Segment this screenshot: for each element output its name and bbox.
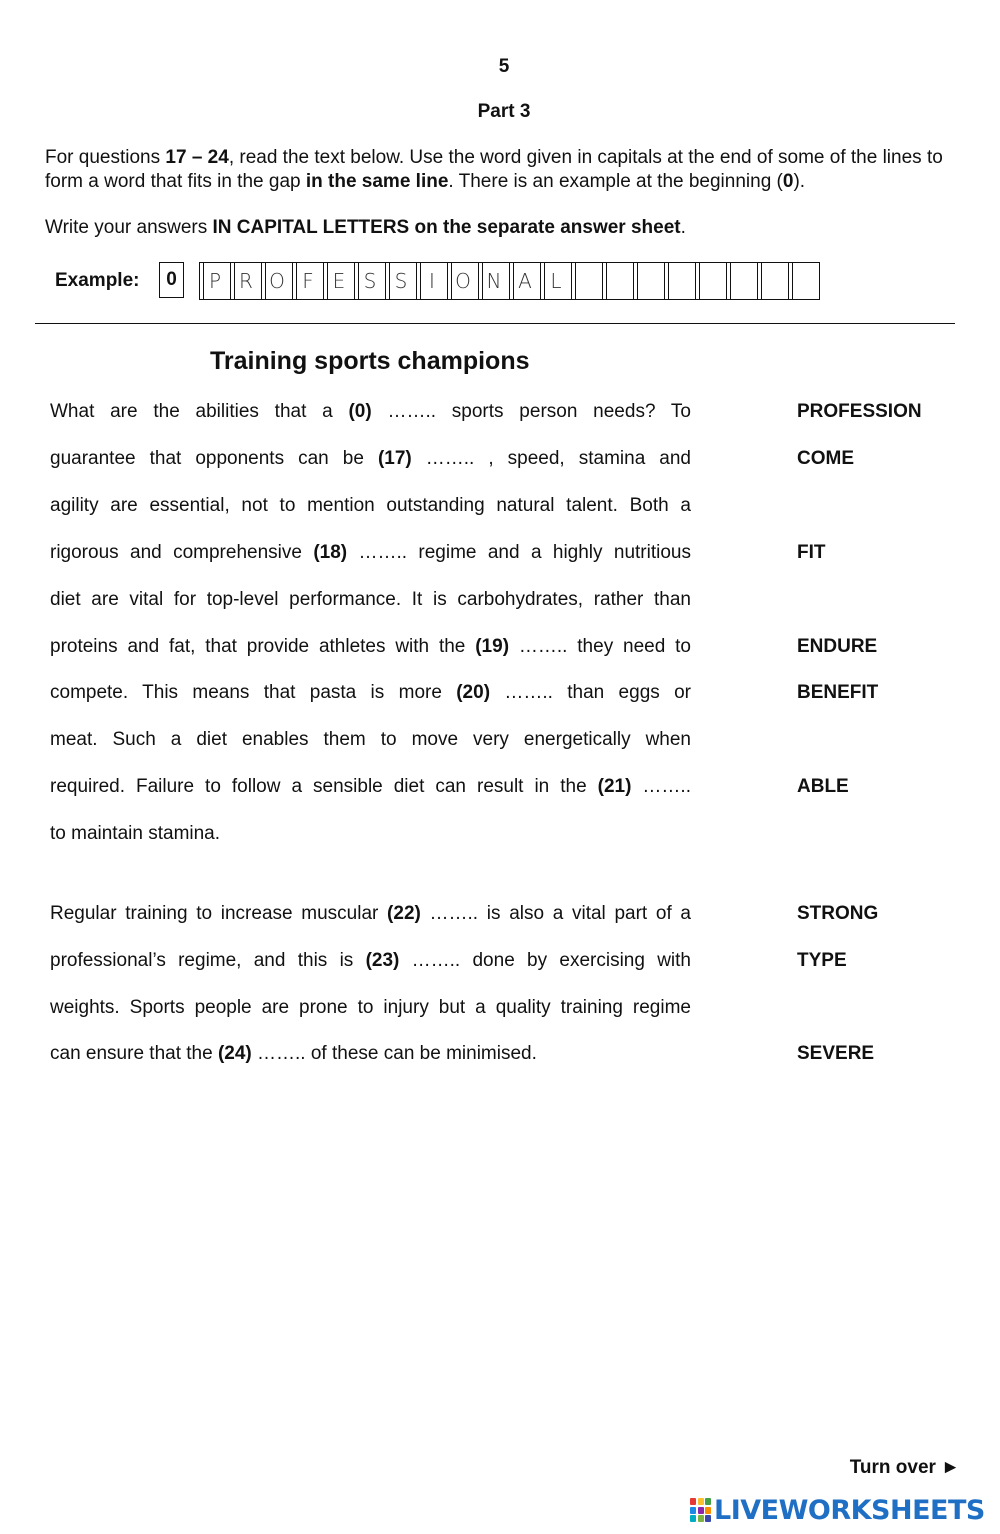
example-letter-box: F xyxy=(293,262,324,300)
example-letter-box xyxy=(696,262,727,300)
logo-tile xyxy=(705,1498,711,1505)
gap-number: (24) xyxy=(217,1043,252,1064)
logo-tile xyxy=(698,1498,704,1505)
divider xyxy=(35,323,955,324)
gap-number: (20) xyxy=(456,682,491,703)
gap-number: (17) xyxy=(377,448,412,469)
text-line xyxy=(50,495,691,517)
text-line-content: …….. is also a vital part of a xyxy=(420,903,691,924)
example-letter-box: A xyxy=(510,262,541,300)
example-label: Example: xyxy=(55,270,140,291)
text-line-content: diet are vital for top-level performance. It is carbohydrates, rather than xyxy=(50,589,691,610)
text-line-content: …….. regime and a highly nutritious xyxy=(347,542,691,563)
keyword: STRONG xyxy=(797,903,879,924)
text-line xyxy=(50,1043,691,1065)
text-line-content: proteins and fat, that provide athletes with the xyxy=(50,636,476,657)
part-title: Part 3 xyxy=(477,101,531,122)
gap-number: (23) xyxy=(365,950,400,971)
logo-tile xyxy=(690,1498,696,1505)
example-letter-box: P xyxy=(200,262,231,300)
example-letter-box: L xyxy=(541,262,572,300)
example-number-box: 0 xyxy=(159,262,184,298)
text-line xyxy=(50,542,691,564)
text-line xyxy=(50,401,691,423)
example-letter-box xyxy=(572,262,603,300)
example-letter-box: N xyxy=(479,262,510,300)
liveworksheets-logo xyxy=(690,1493,985,1527)
example-letter-box: O xyxy=(448,262,479,300)
text-line-content: can ensure that the xyxy=(50,1043,218,1064)
text-line-content: …….. they need to xyxy=(509,636,692,657)
text-line xyxy=(50,776,691,798)
logo-tile xyxy=(698,1515,704,1522)
text-line xyxy=(50,823,691,845)
example-letter-box: E xyxy=(324,262,355,300)
keyword: PROFESSION xyxy=(797,401,922,422)
text-line xyxy=(50,636,691,658)
example-letter-box: I xyxy=(417,262,448,300)
example-letter-box xyxy=(789,262,820,300)
text-line-content: guarantee that opponents can be xyxy=(50,448,378,469)
text-line-content: …….. , speed, stamina and xyxy=(411,448,691,469)
keyword: COME xyxy=(797,448,854,469)
gap-number: (19) xyxy=(475,636,510,657)
instructions-paragraph: For questions 17 – 24, read the text below. Use the word given in capitals at the end of some of the lines to form a word that fits in the gap in the same line. There is an example at the beginning (0). xyxy=(45,147,943,192)
logo-tile xyxy=(705,1515,711,1522)
example-letter-box xyxy=(665,262,696,300)
keyword: ABLE xyxy=(797,776,849,797)
text-line xyxy=(50,950,691,972)
text-line-content: …….. sports person needs? To xyxy=(371,401,691,422)
text-line-content: …….. than eggs or xyxy=(490,682,691,703)
gap-number: (0) xyxy=(348,401,372,422)
liveworksheets-logo-icon xyxy=(690,1498,711,1522)
gap-number: (22) xyxy=(387,903,421,924)
keyword: TYPE xyxy=(797,950,847,971)
keyword: SEVERE xyxy=(797,1043,875,1064)
text-title: Training sports champions xyxy=(210,347,530,375)
text-line-content: required. Failure to follow a sensible diet can result in the xyxy=(50,776,598,797)
answer-instructions: Write your answers IN CAPITAL LETTERS on the separate answer sheet. xyxy=(45,217,686,238)
text-line-content: compete. This means that pasta is more xyxy=(50,682,457,703)
text-line-content: …….. xyxy=(631,776,691,797)
example-letter-box xyxy=(603,262,634,300)
example-letter-box: R xyxy=(231,262,262,300)
example-letter-box: S xyxy=(386,262,417,300)
gap-number: (21) xyxy=(597,776,632,797)
text-line-content: What are the abilities that a xyxy=(50,401,349,422)
keyword: ENDURE xyxy=(797,636,878,657)
turn-over-label: Turn over ► xyxy=(849,1457,960,1478)
text-line-content: rigorous and comprehensive xyxy=(50,542,314,563)
text-line-content: …….. of these can be minimised. xyxy=(251,1043,537,1064)
keyword: BENEFIT xyxy=(797,682,879,703)
keyword: FIT xyxy=(797,542,826,563)
text-line xyxy=(50,903,691,925)
text-line xyxy=(50,729,691,751)
text-line-content: …….. done by exercising with xyxy=(399,950,691,971)
example-letter-box xyxy=(758,262,789,300)
text-line-content: professional’s regime, and this is xyxy=(50,950,366,971)
gap-number: (18) xyxy=(313,542,348,563)
text-line xyxy=(50,589,691,611)
page-number: 5 xyxy=(498,56,510,77)
text-line-content: agility are essential, not to mention outstanding natural talent. Both a xyxy=(50,495,691,516)
text-line-content: meat. Such a diet enables them to move very energetically when xyxy=(50,729,691,750)
logo-text: LIVEWORKSHEETS xyxy=(714,1494,985,1526)
text-line xyxy=(50,448,691,470)
text-line xyxy=(50,682,691,704)
text-line xyxy=(50,997,691,1019)
text-line-content: Regular training to increase muscular xyxy=(50,903,388,924)
logo-tile xyxy=(690,1515,696,1522)
text-line-content: to maintain stamina. xyxy=(50,823,221,844)
text-line-content: weights. Sports people are prone to injury but a quality training regime xyxy=(50,997,691,1018)
example-letter-box: O xyxy=(262,262,293,300)
example-answer-boxes xyxy=(199,262,820,300)
example-letter-box xyxy=(727,262,758,300)
example-letter-box: S xyxy=(355,262,386,300)
example-letter-box xyxy=(634,262,665,300)
logo-tile xyxy=(698,1507,704,1514)
logo-tile xyxy=(705,1507,711,1514)
logo-tile xyxy=(690,1507,696,1514)
